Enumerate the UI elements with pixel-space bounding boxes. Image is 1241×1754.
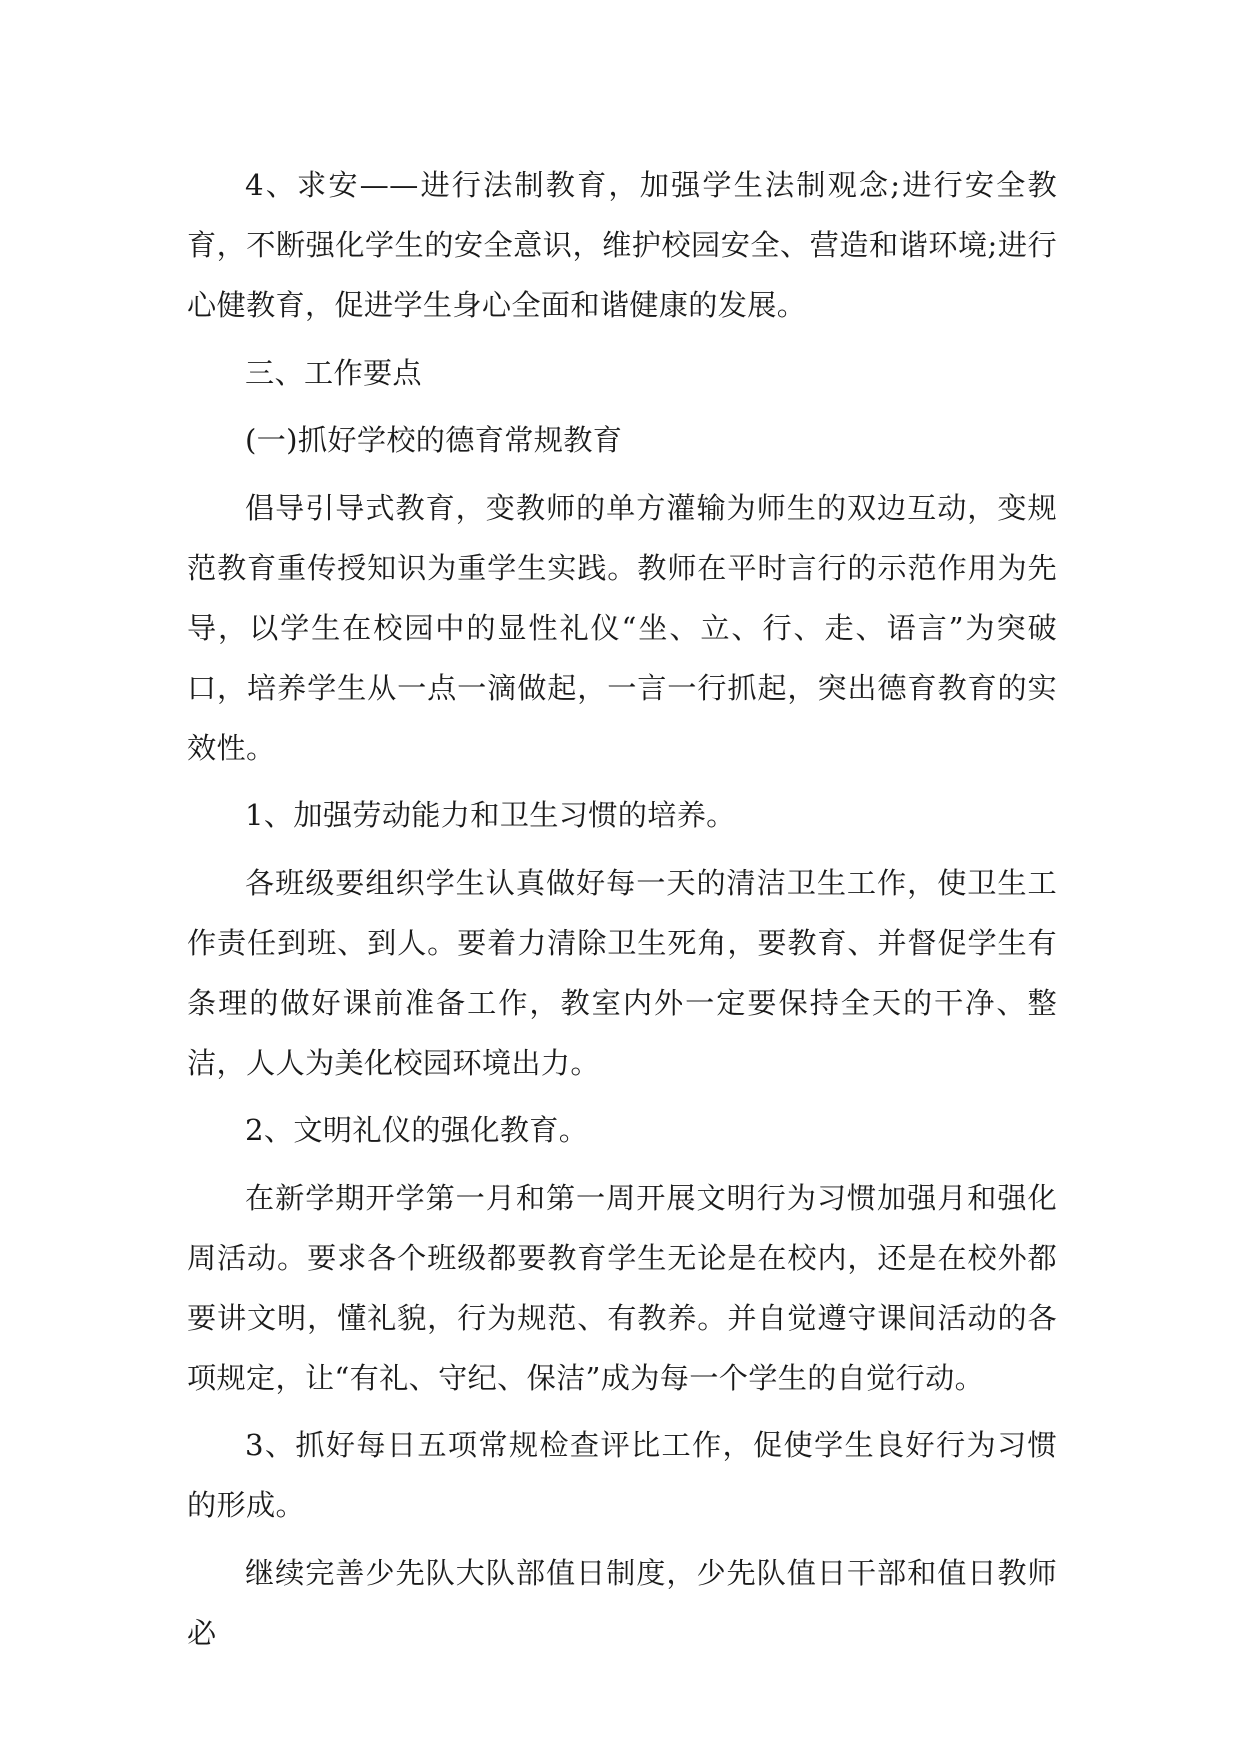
item-heading-daily-inspection: 3、抓好每日五项常规检查评比工作，促使学生良好行为习惯的形成。: [187, 1428, 1057, 1522]
item-heading-etiquette: 2、文明礼仪的强化教育。: [245, 1113, 589, 1147]
subsection-heading-moral-education: (一)抓好学校的德育常规教育: [245, 423, 623, 457]
document-body: [187, 155, 1057, 1670]
item-heading-labor-hygiene: 1、加强劳动能力和卫生习惯的培养。: [245, 798, 736, 832]
paragraph-class-hygiene: 各班级要组织学生认真做好每一天的清洁卫生工作，使卫生工作责任到班、到人。要着力清除卫生死角，要教育、并督促学生有条理的做好课前准备工作，教室内外一定要保持全天的干净、整洁，人人为美化校园环境出力。: [187, 865, 1057, 1080]
paragraph-etiquette-activities: 在新学期开学第一月和第一周开展文明行为习惯加强月和强化周活动。要求各个班级都要教育学生无论是在校内，还是在校外都要讲文明，懂礼貌，行为规范、有教养。并自觉遵守课间活动的各项规定，让“有礼、守纪、保洁”成为每一个学生的自觉行动。: [187, 1180, 1057, 1395]
paragraph-guided-education: 倡导引导式教育，变教师的单方灌输为师生的双边互动，变规范教育重传授知识为重学生实践。教师在平时言行的示范作用为先导，以学生在校园中的显性礼仪“坐、立、行、走、语言”为突破口，培养学生从一点一滴做起，一言一行抓起，突出德育教育的实效性。: [187, 490, 1057, 765]
section-heading-work-points: 三、工作要点: [245, 355, 422, 390]
paragraph-item-4-safety: 4、求安——进行法制教育，加强学生法制观念;进行安全教育，不断强化学生的安全意识，维护校园安全、营造和谐环境;进行心健教育，促进学生身心全面和谐健康的发展。: [187, 168, 1057, 322]
paragraph-duty-system: 继续完善少先队大队部值日制度，少先队值日干部和值日教师必: [187, 1555, 1057, 1650]
